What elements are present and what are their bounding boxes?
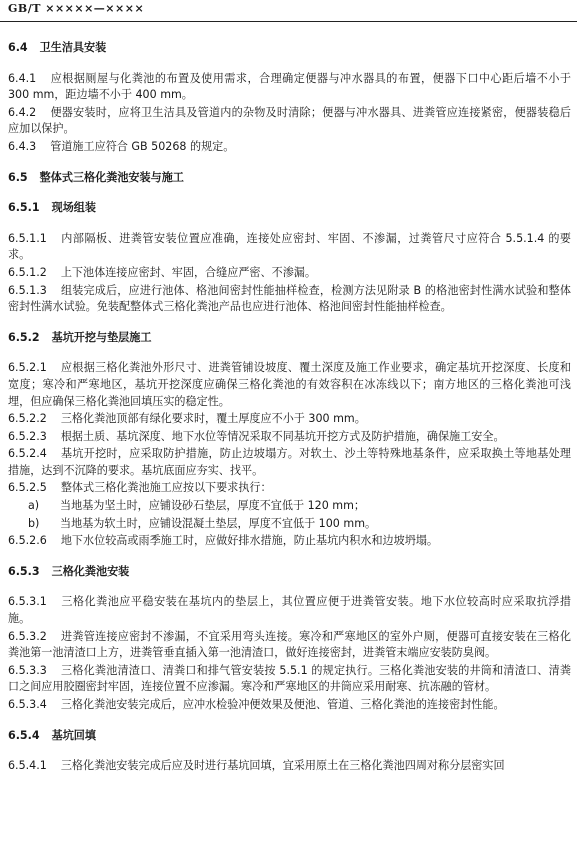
clause-number: 6.5.3.4 (8, 698, 47, 711)
section-title: 整体式三格化粪池安装与施工 (39, 170, 184, 184)
clause-text: 内部隔板、进粪管安装位置应准确，连接处应密封、牢固、不渗漏，过粪管尺寸应符合 5.5.1.4 的要求。 (8, 231, 571, 262)
list-item (8, 516, 571, 533)
clause-number: 6.5.2.3 (8, 429, 47, 443)
section-number: 6.5.1 (8, 201, 40, 215)
clause-paragraph (8, 629, 571, 662)
list-item-label: b) (28, 516, 40, 530)
section-title: 现场组装 (51, 201, 96, 215)
section-number: 6.5.3 (8, 564, 40, 578)
clause-text: 根据土质、基坑深度、地下水位等情况采取不同基坑开挖方式及防护措施，确保施工安全。 (60, 429, 505, 443)
clause-number: 6.5.2.2 (8, 412, 47, 426)
clause-paragraph (8, 411, 571, 428)
section-title: 基坑回填 (51, 728, 96, 742)
clause-paragraph (8, 663, 571, 696)
clause-paragraph (8, 105, 571, 138)
section-number: 6.5.2 (8, 330, 40, 344)
document-body (8, 40, 571, 776)
clause-paragraph (8, 231, 571, 264)
clause-text: 应根据三格化粪池外形尺寸、进粪管铺设坡度、覆土深度及施工作业要求，确定基坑开挖深度、长度和宽度；寒冷和严寒地区，基坑开挖深度应确保三格化粪池的有效容积在冰冻线以下；南方地区的三格化粪池可浅埋，但应确保三格化粪池回填压实的稳定性。 (8, 361, 571, 408)
section-number: 6.4 (8, 41, 28, 54)
clause-number: 6.5.3.3 (8, 663, 47, 677)
clause-number: 6.5.2.1 (8, 361, 47, 375)
clause-text: 组装完成后，应进行池体、格池间密封性能抽样检查，检测方法见附录 B 的格池密封性满水试验和整体密封性满水试验。免装配整体式三格化粪池产品也应进行池体、格池间密封性能抽样检查。 (8, 283, 571, 314)
clause-paragraph (8, 594, 571, 627)
section-number: 6.5.4 (8, 728, 40, 742)
clause-number: 6.5.2.6 (8, 534, 47, 548)
list-item (8, 498, 571, 515)
clause-text: 三格化粪池清渣口、清粪口和排气管安装按 5.5.1 的规定执行。三格化粪池安装的井筒和清渣口、清粪口之间应用胶圈密封牢固，连接位置不应渗漏。寒冷和严寒地区的井筒应采用耐寒、抗冻融的管材。 (8, 663, 571, 694)
clause-text: 三格化粪池安装完成后，应冲水检验冲便效果及便池、管道、三格化粪池的连接密封性能。 (60, 698, 505, 711)
clause-number: 6.5.4.1 (8, 759, 47, 773)
section-title: 卫生洁具安装 (39, 41, 107, 54)
header-rule (0, 21, 577, 22)
list-item-text: 当地基为软土时，应铺设混凝土垫层，厚度不宜低于 100 mm。 (60, 516, 377, 530)
clause-number: 6.5.1.2 (8, 265, 47, 279)
section-number: 6.5 (8, 170, 28, 184)
clause-number: 6.5.2.4 (8, 447, 47, 461)
document-header: GB/T ×××××—×××× (8, 2, 145, 15)
list-item-text: 当地基为坚土时，应铺设砂石垫层，厚度不宜低于 120 mm； (60, 499, 365, 513)
clause-paragraph (8, 71, 571, 104)
clause-paragraph (8, 446, 571, 479)
clause-number: 6.5.3.2 (8, 629, 47, 643)
clause-paragraph (8, 360, 571, 410)
clause-text: 三格化粪池顶部有绿化要求时，覆土厚度应不小于 300 mm。 (60, 412, 366, 426)
clause-number: 6.5.1.3 (8, 283, 47, 297)
section-heading (8, 728, 571, 745)
clause-paragraph (8, 139, 571, 156)
section-title: 三格化粪池安装 (51, 564, 130, 578)
clause-text: 整体式三格化粪池施工应按以下要求执行： (60, 481, 272, 495)
section-heading (8, 564, 571, 581)
clause-number: 6.5.1.1 (8, 231, 47, 245)
clause-text: 上下池体连接应密封、牢固，合缝应严密、不渗漏。 (60, 265, 316, 279)
clause-text: 应根据厕屋与化粪池的布置及使用需求，合理确定便器与冲水器具的布置，便器下口中心距后墙不小于 300 mm，距边墙不小于 400 mm。 (8, 71, 571, 102)
clause-number: 6.5.2.5 (8, 481, 47, 495)
section-heading (8, 170, 571, 187)
section-heading (8, 40, 571, 57)
clause-text: 管道施工应符合 GB 50268 的规定。 (50, 139, 235, 153)
clause-paragraph (8, 758, 571, 775)
section-title: 基坑开挖与垫层施工 (51, 330, 152, 344)
clause-text: 三格化粪池应平稳安装在基坑内的垫层上，其位置应便于进粪管安装。地下水位较高时应采取抗浮措施。 (8, 595, 571, 626)
clause-paragraph (8, 480, 571, 497)
clause-paragraph (8, 265, 571, 282)
clause-number: 6.5.3.1 (8, 595, 47, 609)
clause-number: 6.4.1 (8, 71, 37, 85)
clause-text: 便器安装时，应将卫生洁具及管道内的杂物及时清除；便器与冲水器具、进粪管应连接紧密，便器装稳后应加以保护。 (8, 105, 571, 136)
section-heading (8, 330, 571, 347)
clause-paragraph (8, 533, 571, 550)
clause-number: 6.4.2 (8, 105, 37, 119)
clause-number: 6.4.3 (8, 139, 37, 153)
clause-text: 基坑开挖时，应采取防护措施，防止边坡塌方。对软土、沙土等特殊地基条件，应采取换土等地基处理措施，达到不沉降的要求。基坑底面应夯实、找平。 (8, 447, 571, 477)
clause-paragraph (8, 697, 571, 714)
clause-text: 进粪管连接应密封不渗漏，不宜采用弯头连接。寒冷和严寒地区的室外户厕，便器可直接安装在三格化粪池第一池清渣口上方，进粪管垂直插入第一池清渣口，做好连接密封，进粪管末端应安装防臭阀。 (8, 629, 571, 660)
clause-text: 三格化粪池安装完成后应及时进行基坑回填，宜采用原土在三格化粪池四周对称分层密实回 (60, 759, 505, 773)
clause-text: 地下水位较高或雨季施工时，应做好排水措施，防止基坑内积水和边坡坍塌。 (60, 534, 439, 548)
clause-paragraph (8, 283, 571, 316)
section-heading (8, 200, 571, 217)
clause-paragraph (8, 429, 571, 446)
list-item-label: a) (28, 499, 40, 513)
